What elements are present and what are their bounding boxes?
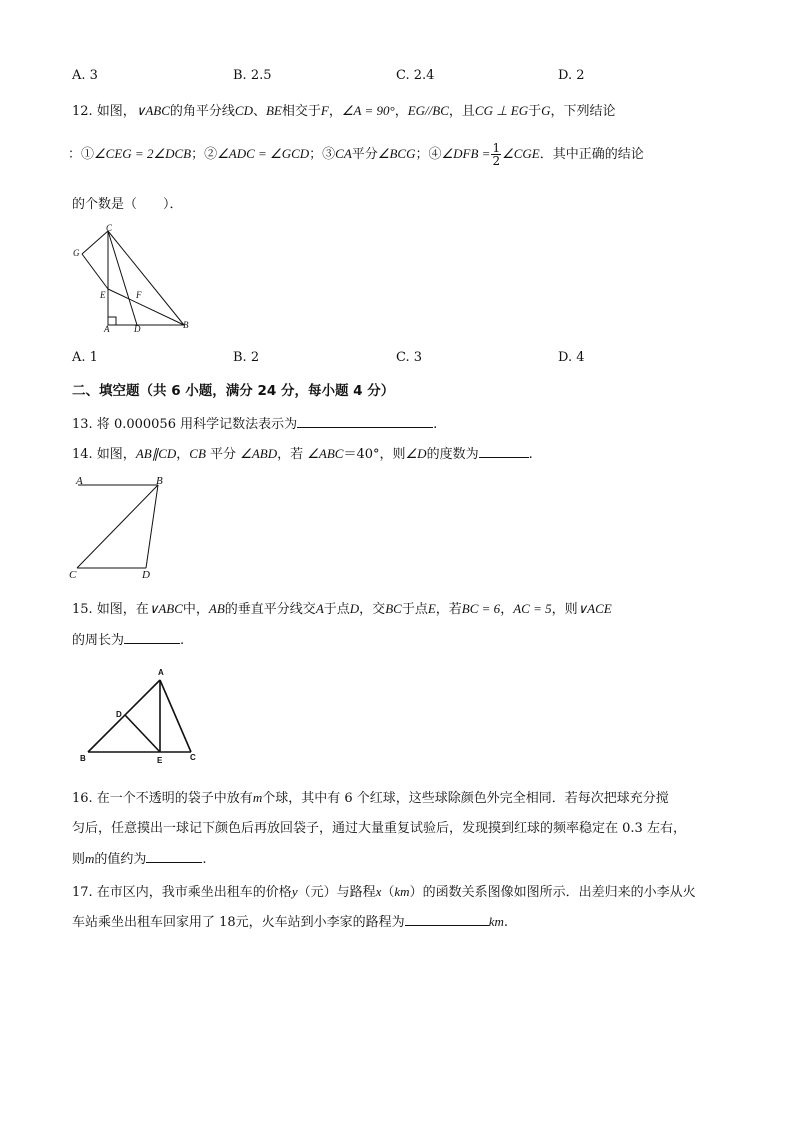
q12-cd: CD (234, 103, 253, 118)
q17-text: ）的函数关系图像如图所示．出差归来的小李从火 (409, 885, 696, 900)
q17-text: 17. 在市区内，我市乘坐出租车的价格 (72, 885, 292, 900)
q15-text: 15. 如图，在 (72, 602, 149, 617)
q16-m: m (252, 790, 263, 805)
q15-figure (76, 664, 201, 766)
q12-text: ， (328, 104, 342, 119)
q13-end: . (433, 417, 438, 432)
q12-option-c: C. 3 (396, 350, 423, 365)
q16-end: . (202, 852, 207, 867)
q13 (72, 413, 437, 432)
q17-km: km (394, 884, 410, 899)
label-c: C (106, 223, 113, 233)
q12-text: ， (394, 104, 408, 119)
q14-math: ∠ABD (240, 446, 278, 461)
q17-unit: km (488, 914, 504, 929)
q14-math: ∠ABC (307, 446, 344, 461)
q12-number: 12. 如图， (72, 104, 136, 119)
q12-text: 、 (252, 104, 266, 119)
q12-conclusion-4b: ∠CGE (502, 146, 540, 161)
q16-line2: 匀后，任意摸出一球记下颜色后再放回袋子，通过大量重复试验后，发现摸到红球的频率稳定在 0.3 左右， (72, 821, 686, 836)
q16-text: 16. 在一个不透明的袋子中放有 (72, 791, 253, 806)
label-a: A (158, 668, 164, 677)
q15-text: ，若 (435, 602, 462, 617)
q12-text: ；③ (309, 147, 336, 162)
q12-fraction (491, 142, 501, 167)
q16-text: 则 (72, 852, 86, 867)
q16-line3 (72, 848, 207, 867)
q14-text: 的度数为 (426, 447, 479, 462)
q12-text: ，下列结论 (550, 104, 616, 119)
label-c: C (69, 569, 77, 581)
q16-line1 (72, 787, 669, 806)
label-e: E (157, 756, 163, 765)
fraction-denominator: 2 (492, 154, 501, 168)
label-d: D (134, 324, 141, 334)
q17-line2 (72, 911, 508, 930)
q14-math: CB (189, 446, 206, 461)
q12-line2 (68, 142, 644, 167)
label-f: F (136, 290, 142, 300)
q17-text: （ (381, 885, 395, 900)
q12-conclusion-1: ∠CEG = 2∠DCB (94, 146, 192, 161)
q15-end: . (180, 633, 185, 648)
q12-text: 平分 (351, 147, 378, 162)
q13-text: 13. 将 0.000056 用科学记数法表示为 (72, 417, 298, 432)
q13-answer-blank[interactable] (297, 415, 433, 428)
q14-text: ， (176, 447, 190, 462)
q14-answer-blank[interactable] (479, 445, 529, 458)
q12-parallel: EG//BC (407, 103, 449, 118)
q11-option-c: C. 2.4 (396, 68, 435, 83)
q15-math: AB (208, 601, 225, 616)
q12-text: ；② (191, 147, 218, 162)
label-d: D (142, 569, 150, 581)
q12-conclusion-4: ∠DFB = (441, 146, 491, 161)
q12-f: F (320, 103, 329, 118)
q12-conclusion-2: ∠ADC = ∠GCD (217, 146, 310, 161)
q15-text: 的周长为 (72, 633, 125, 648)
fraction-numerator: 1 (492, 141, 501, 155)
q12-option-d: D. 4 (558, 350, 585, 365)
q15-text: ，交 (359, 602, 386, 617)
label-d: D (116, 710, 122, 719)
q16-text: 个球，其中有 6 个红球，这些球除颜色外完全相同．若每次把球充分搅 (262, 791, 669, 806)
q12-figure (70, 222, 195, 334)
label-a: A (76, 475, 83, 487)
q12-perpendicular: CG ⊥ EG (474, 103, 529, 118)
q11-option-b: B. 2.5 (233, 68, 272, 83)
q12-conclusion-3: CA (335, 146, 352, 161)
q15-line1 (72, 598, 612, 617)
q17-text: 车站乘坐出租车回家用了 18元，火车站到小李家的路程为 (72, 915, 405, 930)
q14-end: . (528, 447, 533, 462)
q12-text: 相交于 (281, 104, 321, 119)
q17-y: y (291, 884, 298, 899)
q15-math: ∨ABC (148, 601, 183, 616)
q15-line2 (72, 629, 184, 648)
q12-g: G (541, 103, 551, 118)
q12-line3: 的个数是（ ）． (72, 197, 183, 212)
q14-math: AB∥CD (135, 446, 177, 461)
q14-text: 平分 (205, 447, 241, 462)
q12-angle-a: ∠A = 90° (341, 103, 395, 118)
q12-option-a: A. 1 (72, 350, 98, 365)
q17-line1 (72, 881, 696, 900)
q11-option-a: A. 3 (72, 68, 98, 83)
q12-option-b: B. 2 (233, 350, 260, 365)
q16-answer-blank[interactable] (146, 850, 202, 863)
q12-triangle: ∨ABC (135, 103, 170, 118)
q15-math: A (315, 601, 324, 616)
q15-text: 中， (182, 602, 209, 617)
q15-text: ， (500, 602, 514, 617)
q12-text: ．其中正确的结论 (539, 147, 644, 162)
q15-text: 于点 (323, 602, 350, 617)
q15-math: BC (385, 601, 402, 616)
q14-text: ＝40°，则 (343, 447, 406, 462)
q15-math: D (349, 601, 360, 616)
q12-text: 于 (528, 104, 542, 119)
q16-text: 的值约为 (94, 852, 147, 867)
q17-text: （元）与路程 (297, 885, 376, 900)
label-g: G (73, 248, 80, 258)
label-a: A (104, 324, 110, 334)
q12-text: 的角平分线 (169, 104, 235, 119)
q15-math: E (427, 601, 436, 616)
q11-option-d: D. 2 (558, 68, 585, 83)
q14-math: ∠D (405, 446, 427, 461)
q12-text: ；④ (415, 147, 442, 162)
q14 (72, 443, 533, 462)
q15-math: ∨ACE (577, 601, 612, 616)
q15-answer-blank[interactable] (124, 631, 180, 644)
q15-math: AC = 5 (513, 601, 552, 616)
q16-m: m (85, 851, 95, 866)
q15-text: ，则 (551, 602, 578, 617)
label-b: B (156, 475, 163, 487)
q17-answer-blank[interactable] (405, 913, 489, 926)
q15-text: 于点 (401, 602, 428, 617)
label-e: E (100, 290, 106, 300)
q17-x: x (375, 884, 382, 899)
q14-text: 14. 如图， (72, 447, 136, 462)
q12-line1 (72, 100, 616, 119)
q15-text: 的垂直平分线交 (224, 602, 316, 617)
q12-text: ：① (68, 147, 95, 162)
q17-end: . (503, 915, 508, 930)
label-b: B (183, 320, 189, 330)
q14-text: ，若 (277, 447, 308, 462)
section-header: 二、填空题（共 6 小题，满分 24 分，每小题 4 分） (72, 383, 395, 399)
label-b: B (80, 754, 86, 763)
q14-figure (66, 472, 176, 582)
q12-conclusion-3b: ∠BCG (377, 146, 416, 161)
q12-text: ，且 (448, 104, 475, 119)
q12-be: BE (265, 103, 282, 118)
label-c: C (190, 753, 196, 762)
q15-math: BC = 6 (461, 601, 501, 616)
